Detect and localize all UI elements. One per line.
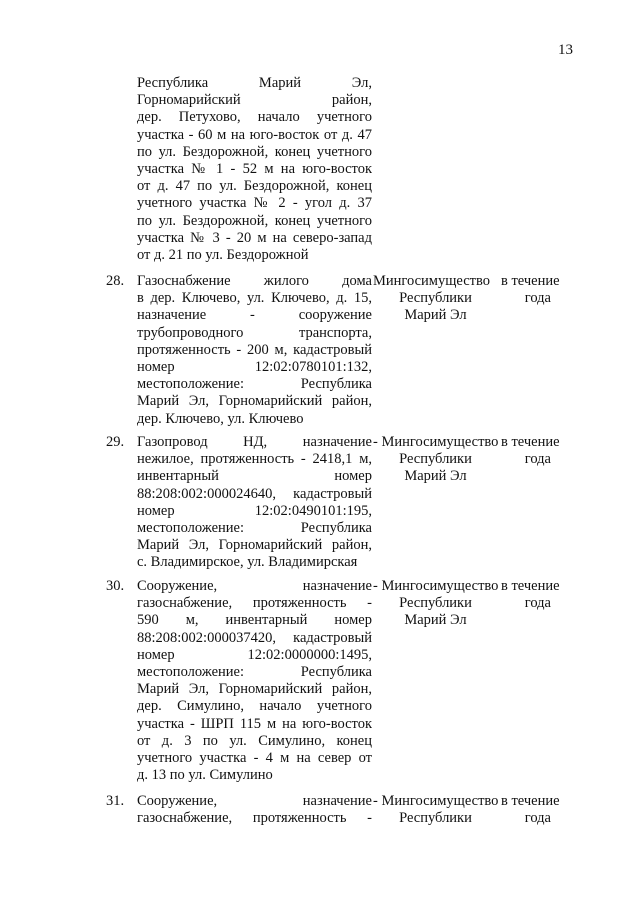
description-line: местоположение: Республика [137,519,372,536]
description-line: номер 12:02:0490101:195, [137,502,372,519]
term-line: в течение [501,273,560,289]
description-line: от д. 21 по ул. Бездорожной [137,246,309,263]
description-line: местоположение: Республика [137,663,372,680]
term-line: в течение [501,434,560,450]
description-line: Марий Эл, Горномарийский район, [137,681,372,698]
description-line: местоположение: Республика [137,376,372,393]
description-line: по ул. Бездорожной, конец учетного [137,143,372,160]
description-line: Республика Марий Эл, [137,75,372,91]
description-line: от д. 3 по ул. Симулино, конец [137,732,372,749]
description-cell [137,578,372,784]
description-line: трубопроводного транспорта, [137,324,372,341]
description-line: дер. Петухово, начало учетного [137,109,372,126]
description-line: газоснабжение, протяженность - [137,810,372,827]
description-line: д. 13 по ул. Симулино [137,767,273,784]
description-line: участка - 60 м на юго-восток от д. 47 [137,126,372,143]
description-line: в дер. Ключево, ул. Ключево, д. 15, [137,290,372,307]
description-line: учетного участка № 2 - угол д. 37 [137,195,372,212]
description-line: дер. Ключево, ул. Ключево [137,410,304,427]
description-line: номер 12:02:0000000:1495, [137,646,372,663]
responsible-org-cell [373,273,498,325]
org-line: Республики [399,451,472,468]
description-line: протяженность - 200 м, кадастровый [137,341,372,358]
description-line: Марий Эл, Горномарийский район, [137,537,372,554]
description-line: участка № 3 - 20 м на северо-запад [137,229,372,246]
description-line: 88:208:002:000037420, кадастровый [137,629,372,646]
org-line: Марий Эл [404,612,467,629]
term-cell [501,793,565,827]
org-line: Марий Эл [404,307,467,324]
term-line: года [524,290,551,307]
org-line: Мингосимущество [373,273,490,289]
org-line: - Мингосимущество [373,578,499,594]
description-line: Газопровод НД, назначение [137,434,372,450]
description-line: по ул. Бездорожной, конец учетного [137,212,372,229]
responsible-org-cell [373,434,498,486]
description-cell [137,273,372,428]
row-number: 31. [106,793,125,809]
org-line: Республики [399,290,472,307]
term-cell [501,434,565,468]
description-line: Марий Эл, Горномарийский район, [137,393,372,410]
org-line: Республики [399,810,472,827]
org-line: - Мингосимущество [373,434,499,450]
description-line: назначение - сооружение [137,307,372,324]
description-line: с. Владимирское, ул. Владимирская [137,554,358,571]
term-line: в течение [501,578,560,594]
row-number: 29. [106,434,125,450]
description-line: инвентарный номер [137,468,372,485]
page-number: 13 [558,42,573,58]
description-line: дер. Симулино, начало учетного [137,698,372,715]
row-number: 30. [106,578,125,594]
description-line: учетного участка - 4 м на север от [137,749,372,766]
description-cell [137,793,372,827]
description-line: нежилое, протяженность - 2418,1 м, [137,451,372,468]
term-cell [501,273,565,307]
description-line: 590 м, инвентарный номер [137,612,372,629]
term-line: года [524,595,551,612]
org-line: Республики [399,595,472,612]
description-line: участка № 1 - 52 м на юго-восток [137,160,372,177]
term-line: в течение [501,793,560,809]
term-line: года [524,451,551,468]
org-line: - Мингосимущество [373,793,499,809]
term-line: года [524,810,551,827]
responsible-org-cell [373,578,498,630]
description-cell [137,434,372,572]
term-cell [501,578,565,612]
responsible-org-cell [373,793,498,827]
description-line: от д. 47 по ул. Бездорожной, конец [137,178,372,195]
description-line: Газоснабжение жилого дома [137,273,372,289]
description-line: номер 12:02:0780101:132, [137,358,372,375]
description-line: 88:208:002:000024640, кадастровый [137,485,372,502]
description-line: Сооружение, назначение [137,793,372,809]
description-line: участка - ШРП 115 м на юго-восток [137,715,372,732]
org-line: Марий Эл [404,468,467,485]
description-line: Горномарийский район, [137,92,372,109]
description-line: газоснабжение, протяженность - [137,595,372,612]
description-cell [137,75,372,264]
description-line: Сооружение, назначение [137,578,372,594]
row-number: 28. [106,273,125,289]
